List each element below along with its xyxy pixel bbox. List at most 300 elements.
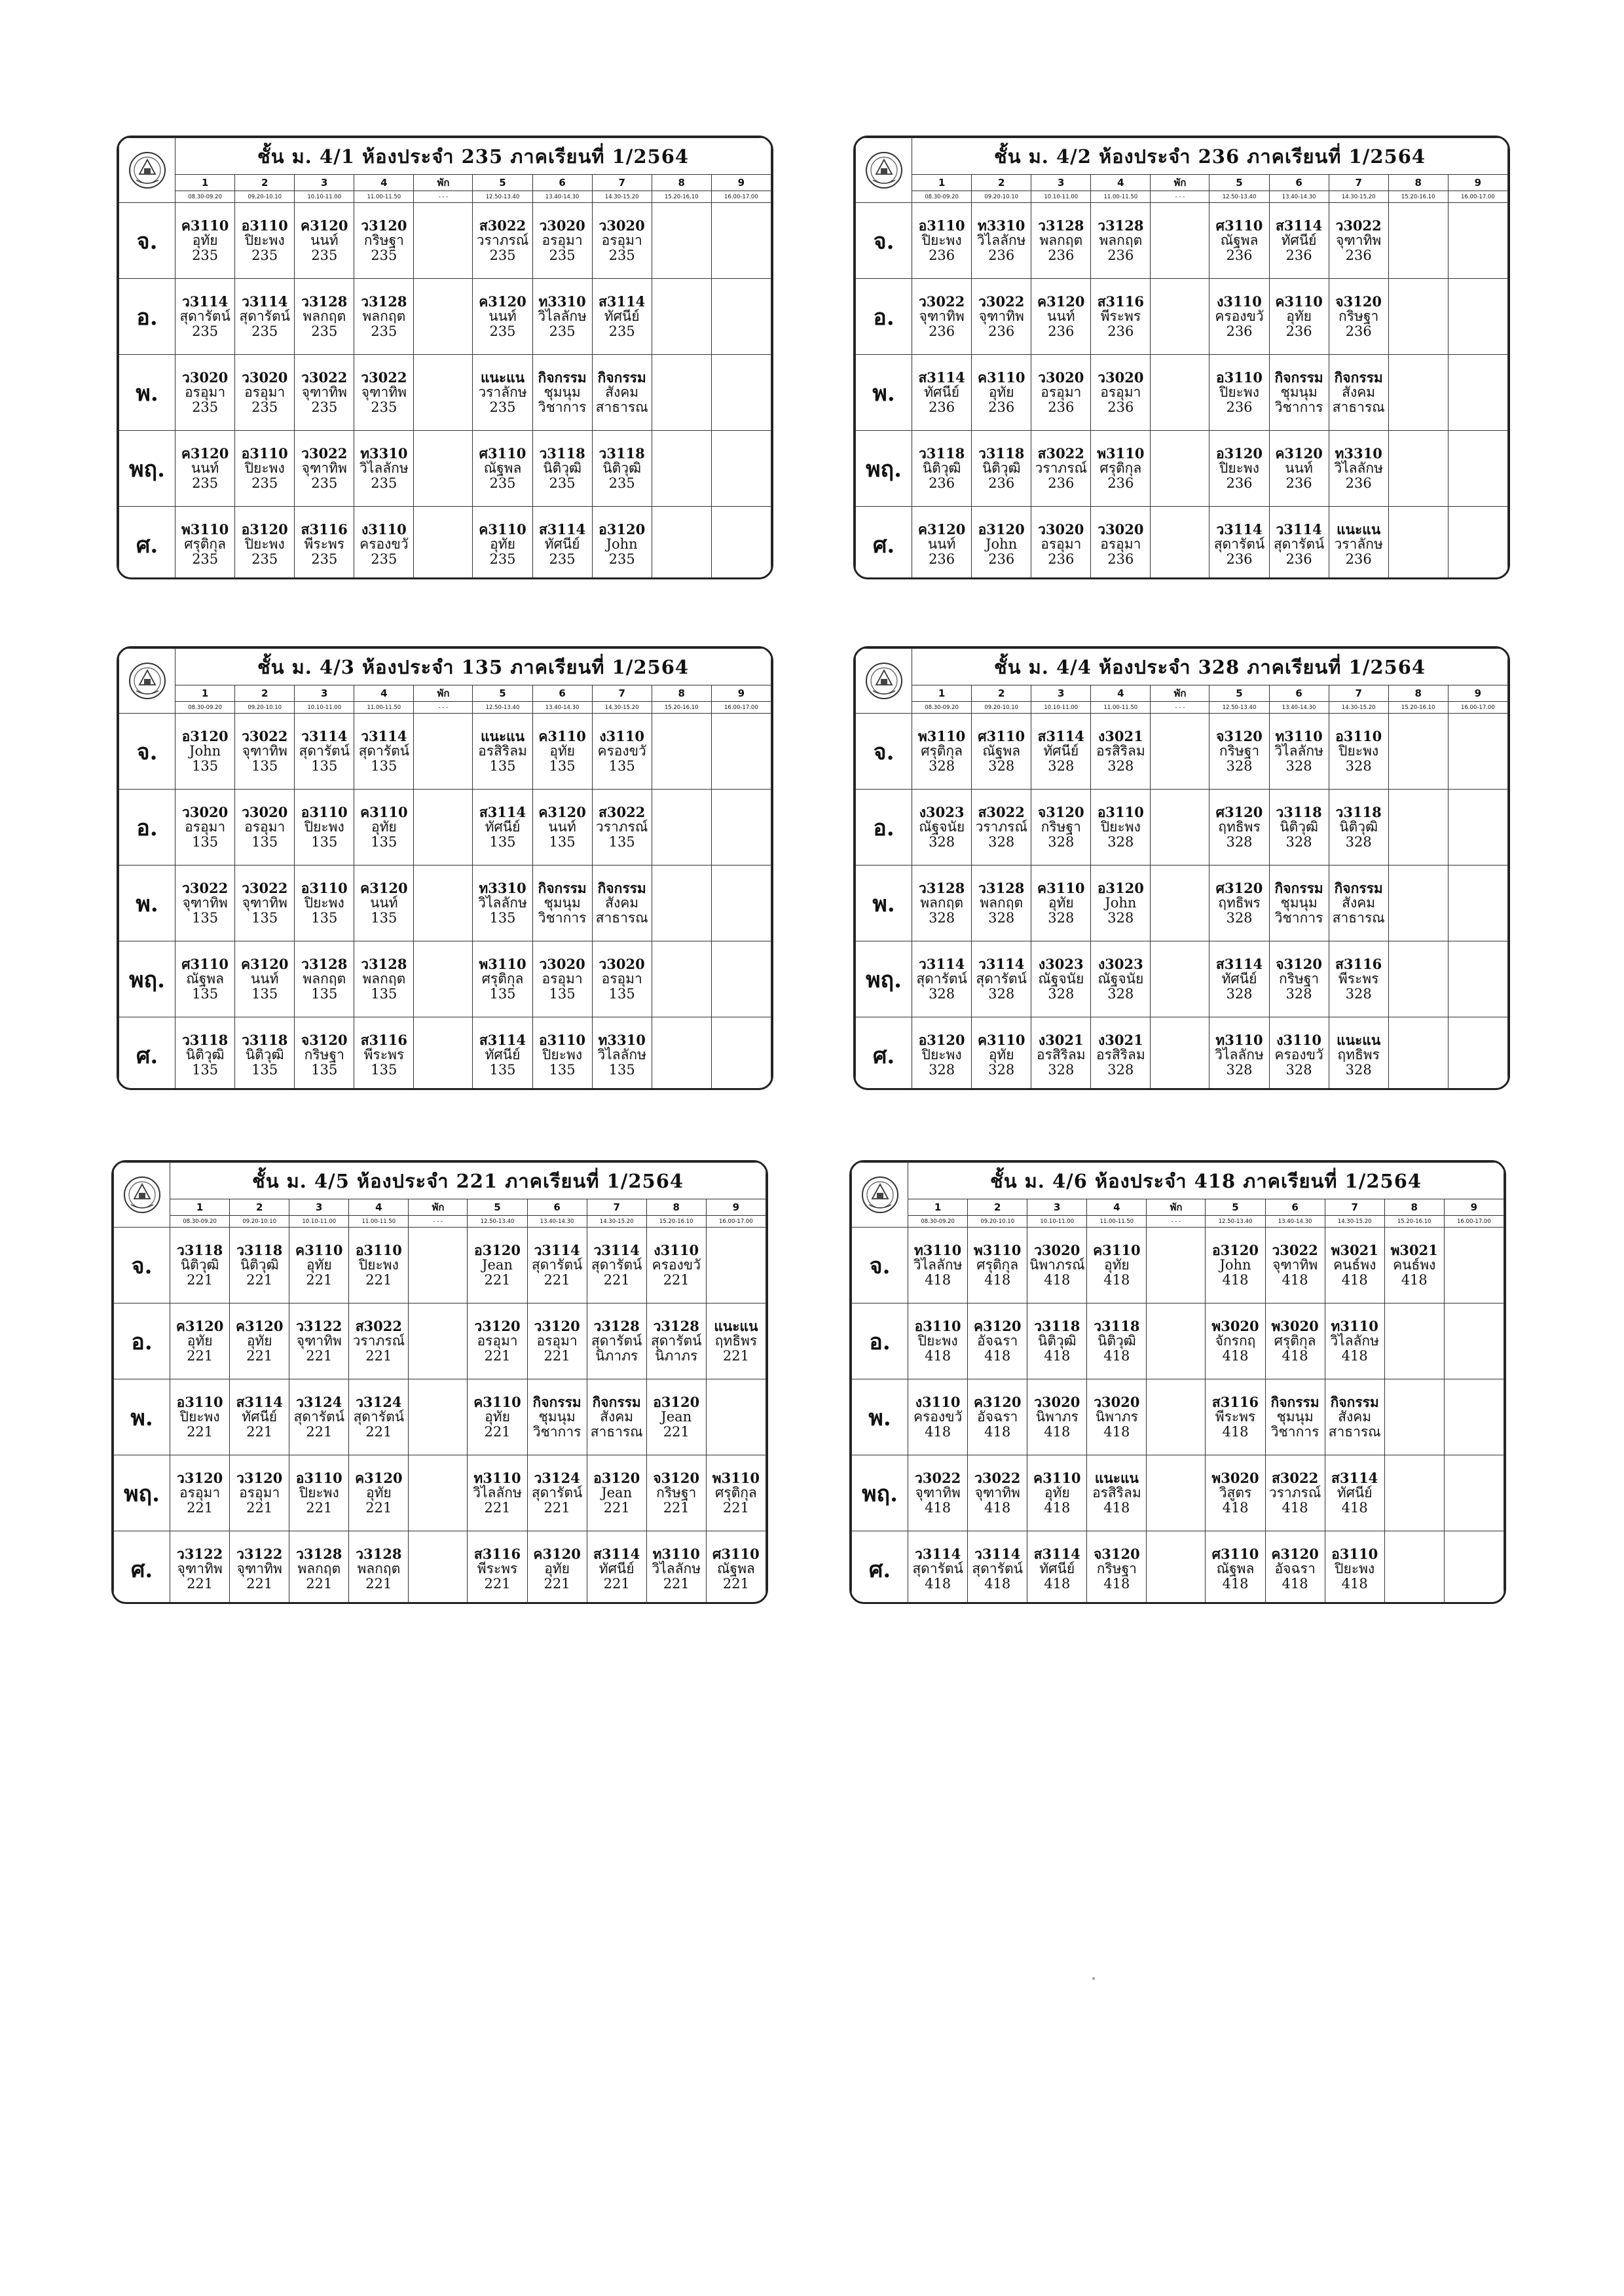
subject-code: ค3120 xyxy=(1275,445,1323,462)
room-number: 135 xyxy=(608,985,635,1002)
class-cell xyxy=(532,790,592,866)
room-number: 221 xyxy=(484,1347,511,1364)
room-number: 328 xyxy=(1345,833,1372,850)
period-number: 5 xyxy=(468,1199,527,1216)
teacher-name: อรอุมา xyxy=(477,1333,518,1349)
room-number: 221 xyxy=(484,1271,511,1288)
subject-code: พ3020 xyxy=(1271,1318,1319,1335)
subject-code: ว3120 xyxy=(474,1318,521,1335)
teacher-name: สังคม xyxy=(605,895,639,911)
teacher-name: สุดารัตน์ xyxy=(179,308,231,325)
room-number: 328 xyxy=(1048,757,1075,774)
teacher-name: นิติวุฒิ xyxy=(180,1257,219,1273)
room-number: 221 xyxy=(544,1575,570,1592)
period-number: 9 xyxy=(711,175,771,191)
subject-code: ว3020 xyxy=(599,956,645,973)
room-number: 328 xyxy=(1226,833,1253,850)
class-cell xyxy=(354,355,414,431)
class-cell xyxy=(972,714,1031,790)
room-number: วิชาการ xyxy=(1270,1423,1320,1440)
subject-code: ว3128 xyxy=(296,1546,342,1563)
teacher-name: สุดารัตน์ xyxy=(591,1257,642,1273)
teacher-name: ปิยะพง xyxy=(304,895,344,911)
teacher-name: อรอุมา xyxy=(185,819,226,835)
room-number: 418 xyxy=(1044,1575,1071,1592)
period-time: 08.30-09.20 xyxy=(912,191,972,203)
teacher-name: อรสิริลม xyxy=(1092,1485,1141,1501)
teacher-name: ทัศนีย์ xyxy=(604,308,640,325)
period-time: 11.00-11.50 xyxy=(349,1216,409,1228)
class-cell xyxy=(912,941,972,1017)
class-cell xyxy=(1091,279,1151,355)
subject-code: ว3114 xyxy=(974,1546,1021,1563)
subject-code: ว3118 xyxy=(1335,804,1382,821)
period-number: 2 xyxy=(972,175,1031,191)
teacher-name: วราภรณ์ xyxy=(1268,1485,1321,1501)
teacher-name: สุดารัตน์ xyxy=(916,971,967,987)
class-cell xyxy=(349,1455,409,1531)
lunch-break-cell xyxy=(1151,714,1209,790)
class-cell xyxy=(711,203,771,279)
room-number: 418 xyxy=(1341,1347,1368,1364)
room-number: 235 xyxy=(192,247,219,263)
room-number: 221 xyxy=(246,1575,273,1592)
class-cell xyxy=(1329,1017,1388,1091)
class-cell xyxy=(592,714,652,790)
class-cell xyxy=(652,1017,711,1091)
subject-code: ค3120 xyxy=(479,293,526,310)
day-row xyxy=(119,203,771,279)
class-cell xyxy=(289,1379,349,1455)
lunch-break-cell xyxy=(1151,355,1209,431)
class-cell xyxy=(1269,1017,1329,1091)
room-number: 221 xyxy=(365,1271,392,1288)
subject-code: กิจกรรม xyxy=(538,880,587,897)
room-number: สาธารณ xyxy=(595,909,648,926)
room-number: 418 xyxy=(1282,1347,1308,1364)
day-row xyxy=(856,941,1508,1017)
room-number: 135 xyxy=(311,985,338,1002)
room-number: 236 xyxy=(1107,247,1134,263)
room-number: 135 xyxy=(192,833,219,850)
room-number: 418 xyxy=(925,1423,951,1440)
class-cell xyxy=(968,1531,1027,1605)
teacher-name: พลกฤต xyxy=(980,895,1024,911)
day-row xyxy=(119,790,771,866)
room-number: 236 xyxy=(1107,399,1134,415)
room-number: 328 xyxy=(1226,985,1253,1002)
subject-code: พ3021 xyxy=(1390,1242,1438,1259)
day-row xyxy=(119,714,771,790)
period-number: 5 xyxy=(473,685,532,702)
class-cell xyxy=(295,714,354,790)
period-time: 08.30-09.20 xyxy=(170,1216,230,1228)
period-number: 6 xyxy=(1265,1199,1325,1216)
teacher-name: ทัศนีย์ xyxy=(1043,743,1079,759)
teacher-name: ณัฐพล xyxy=(717,1561,755,1577)
class-cell xyxy=(1388,941,1448,1017)
room-number: 235 xyxy=(192,475,219,491)
subject-code: ว3114 xyxy=(361,728,407,745)
teacher-name: วราลักษ xyxy=(478,384,527,401)
class-cell xyxy=(354,790,414,866)
period-number: พัก xyxy=(414,175,473,191)
teacher-name: ครองขวั xyxy=(1215,308,1264,325)
period-time: - - - xyxy=(1151,702,1209,714)
period-number: 6 xyxy=(527,1199,587,1216)
teacher-name: นนท์ xyxy=(927,536,956,553)
teacher-name: ทัศนีย์ xyxy=(1039,1561,1075,1577)
class-cell xyxy=(532,1017,592,1091)
period-time: 14.30-15.20 xyxy=(1325,1216,1384,1228)
class-cell xyxy=(706,1455,766,1531)
teacher-name: นิติวุฒิ xyxy=(922,460,961,477)
class-cell xyxy=(912,279,972,355)
class-cell xyxy=(473,507,532,580)
subject-code: ง3110 xyxy=(654,1242,699,1259)
subject-code: จ3120 xyxy=(653,1470,700,1487)
subject-code: ท3310 xyxy=(360,445,408,462)
subject-code: ว3122 xyxy=(296,1318,342,1335)
room-number: 418 xyxy=(984,1271,1011,1288)
room-number: วิชาการ xyxy=(532,1423,581,1440)
period-time: 12.50-13.40 xyxy=(1206,1216,1265,1228)
teacher-name: ปิยะพง xyxy=(358,1257,399,1273)
subject-code: ว3118 xyxy=(539,445,585,462)
teacher-name: ครองขวั xyxy=(597,743,646,759)
room-number: 328 xyxy=(1048,833,1075,850)
teacher-name: นิพาภร xyxy=(1095,1409,1138,1425)
teacher-name: ณัฐพล xyxy=(186,971,224,987)
class-cell xyxy=(1325,1455,1384,1531)
class-cell xyxy=(1269,431,1329,507)
class-cell xyxy=(1329,431,1388,507)
teacher-name: นิพาภร xyxy=(1035,1409,1079,1425)
class-cell xyxy=(1027,1228,1087,1303)
class-cell xyxy=(354,941,414,1017)
subject-code: ว3118 xyxy=(242,1032,288,1049)
period-number: 1 xyxy=(912,175,972,191)
period-number: 8 xyxy=(646,1199,706,1216)
class-cell xyxy=(1031,355,1091,431)
day-row xyxy=(119,866,771,941)
subject-code: กิจกรรม xyxy=(532,1394,581,1411)
class-cell xyxy=(972,279,1031,355)
room-number: 135 xyxy=(251,909,278,926)
room-number: 418 xyxy=(925,1271,951,1288)
class-cell xyxy=(527,1303,587,1379)
teacher-name: อรอุมา xyxy=(542,232,583,249)
period-number: 7 xyxy=(587,1199,646,1216)
teacher-name: ทัศนีย์ xyxy=(1221,971,1257,987)
period-time: 15.20-16.10 xyxy=(1388,191,1448,203)
teacher-name: สุดารัตน์ xyxy=(531,1257,583,1273)
period-number: 4 xyxy=(1091,175,1151,191)
teacher-name: พีระพร xyxy=(477,1561,518,1577)
period-time: 15.20-16.10 xyxy=(652,191,711,203)
teacher-name: ศรุติกุล xyxy=(184,536,227,553)
teacher-name: พลกฤต xyxy=(357,1561,401,1577)
subject-code: ว3118 xyxy=(236,1242,283,1259)
timetable xyxy=(855,137,1508,579)
teacher-name: วิไลลักษ xyxy=(473,1485,522,1501)
period-number: 7 xyxy=(1325,1199,1384,1216)
room-number: 328 xyxy=(1048,909,1075,926)
teacher-name: อรอุมา xyxy=(1100,536,1141,553)
period-number: 3 xyxy=(295,685,354,702)
room-number: 221 xyxy=(365,1423,392,1440)
teacher-name: อุทัย xyxy=(1044,1485,1070,1501)
teacher-name: ปิยะพง xyxy=(921,1047,962,1063)
period-time: 12.50-13.40 xyxy=(1209,191,1269,203)
subject-code: ว3124 xyxy=(534,1470,580,1487)
class-cell xyxy=(592,866,652,941)
class-cell xyxy=(711,866,771,941)
room-number: 328 xyxy=(1285,833,1312,850)
class-cell xyxy=(1329,279,1388,355)
class-cell xyxy=(1265,1379,1325,1455)
class-cell xyxy=(175,203,235,279)
period-time: 08.30-09.20 xyxy=(175,191,235,203)
room-number: 135 xyxy=(251,985,278,1002)
teacher-name: วิไลลักษ xyxy=(1215,1047,1264,1063)
teacher-name: นิพาภรณ์ xyxy=(1029,1257,1085,1273)
teacher-name: ปิยะพง xyxy=(179,1409,220,1425)
room-number: 418 xyxy=(1044,1347,1071,1364)
class-cell xyxy=(1265,1531,1325,1605)
teacher-name: ณัฐพล xyxy=(982,743,1021,759)
period-time: 12.50-13.40 xyxy=(468,1216,527,1228)
room-number: 418 xyxy=(1282,1271,1308,1288)
room-number: 328 xyxy=(1107,1061,1134,1078)
schedule-title: ชั้น ม. 4/1 ห้องประจำ 235 ภาคเรียนที่ 1/2564 xyxy=(175,138,771,175)
teacher-name: จุฑาทิพ xyxy=(242,743,287,759)
teacher-name: วราภรณ์ xyxy=(352,1333,405,1349)
teacher-name: ฤทธิพร xyxy=(1218,895,1261,911)
subject-code: อ3110 xyxy=(241,217,288,234)
lunch-break-cell xyxy=(414,203,473,279)
period-number: 3 xyxy=(1027,1199,1087,1216)
class-cell xyxy=(235,507,295,580)
teacher-name: ปิยะพง xyxy=(1335,1561,1375,1577)
teacher-name: พีระพร xyxy=(1215,1409,1256,1425)
teacher-name: ฤทธิพร xyxy=(714,1333,758,1349)
lunch-break-cell xyxy=(409,1455,468,1531)
school-logo-icon xyxy=(119,138,175,203)
room-number: 235 xyxy=(608,247,635,263)
day-label: อ. xyxy=(852,1303,908,1379)
class-cell xyxy=(1206,1531,1265,1605)
teacher-name: ทัศนีย์ xyxy=(544,536,580,553)
class-cell xyxy=(468,1379,527,1455)
period-number: 8 xyxy=(1384,1199,1444,1216)
subject-code: ส3114 xyxy=(1331,1470,1378,1487)
room-number: 418 xyxy=(1222,1575,1249,1592)
subject-code: พ3110 xyxy=(479,956,526,973)
room-number: 221 xyxy=(365,1499,392,1516)
teacher-name: พลกฤต xyxy=(303,971,346,987)
period-time: 16.00-17.00 xyxy=(711,191,771,203)
subject-code: จ3120 xyxy=(1093,1546,1140,1563)
class-cell xyxy=(532,355,592,431)
period-time: 13.40-14.30 xyxy=(532,702,592,714)
class-cell xyxy=(1388,431,1448,507)
class-cell xyxy=(473,279,532,355)
period-number: 6 xyxy=(1269,175,1329,191)
subject-code: ส3114 xyxy=(1037,728,1084,745)
subject-code: ว3020 xyxy=(242,369,288,386)
class-cell xyxy=(1031,866,1091,941)
subject-code: ค3110 xyxy=(1275,293,1323,310)
teacher-name: สุดารัตน์ xyxy=(531,1485,583,1501)
subject-code: ว3122 xyxy=(176,1546,223,1563)
room-number: 221 xyxy=(246,1271,273,1288)
lunch-break-cell xyxy=(414,507,473,580)
period-number: 9 xyxy=(1448,175,1507,191)
period-time: - - - xyxy=(1151,191,1209,203)
room-number: 235 xyxy=(549,247,576,263)
teacher-name: ฤทธิพร xyxy=(1218,819,1261,835)
teacher-name: จุฑาทิพ xyxy=(301,460,347,477)
class-cell xyxy=(711,941,771,1017)
subject-code: ส3114 xyxy=(1275,217,1323,234)
day-row xyxy=(852,1531,1504,1605)
class-cell xyxy=(354,866,414,941)
timetable xyxy=(113,1162,766,1604)
class-cell xyxy=(1087,1228,1147,1303)
room-number: 328 xyxy=(1285,757,1312,774)
class-cell xyxy=(1444,1531,1504,1605)
period-time: 14.30-15.20 xyxy=(587,1216,646,1228)
subject-code: ว3020 xyxy=(1034,1394,1080,1411)
teacher-name: อรสิริลม xyxy=(1096,743,1145,759)
teacher-name: อรอุมา xyxy=(244,384,286,401)
teacher-name: กริษฐา xyxy=(1041,819,1081,835)
teacher-name: ปิยะพง xyxy=(1338,743,1379,759)
subject-code: ส3116 xyxy=(360,1032,407,1049)
period-time: 10.10-11.00 xyxy=(295,702,354,714)
teacher-name: พลกฤต xyxy=(1099,232,1143,249)
class-cell xyxy=(711,507,771,580)
room-number: 328 xyxy=(929,757,955,774)
teacher-name: กริษฐา xyxy=(363,232,404,249)
class-cell xyxy=(1269,507,1329,580)
class-cell xyxy=(1384,1379,1444,1455)
class-cell xyxy=(972,866,1031,941)
class-cell xyxy=(527,1531,587,1605)
subject-code: ว3124 xyxy=(356,1394,402,1411)
subject-code: กิจกรรม xyxy=(1270,1394,1320,1411)
schedule-panel xyxy=(853,136,1510,579)
subject-code: ท3310 xyxy=(598,1032,646,1049)
class-cell xyxy=(473,941,532,1017)
class-cell xyxy=(1091,790,1151,866)
lunch-break-cell xyxy=(414,431,473,507)
subject-code: พ3110 xyxy=(181,521,229,538)
teacher-name: อุทัย xyxy=(187,1333,213,1349)
day-row xyxy=(856,714,1508,790)
subject-code: ว3022 xyxy=(242,880,288,897)
teacher-name: พีระพร xyxy=(363,1047,405,1063)
class-cell xyxy=(652,941,711,1017)
class-cell xyxy=(592,355,652,431)
schedule-panel xyxy=(849,1160,1506,1604)
subject-code: ง3021 xyxy=(1038,1032,1084,1049)
room-number: 235 xyxy=(549,323,576,339)
room-number: 221 xyxy=(365,1575,392,1592)
teacher-name: จุฑาทิพ xyxy=(236,1561,282,1577)
subject-code: ว3020 xyxy=(599,217,645,234)
class-cell xyxy=(170,1228,230,1303)
class-cell xyxy=(1209,941,1269,1017)
teacher-name: นิติวุฒิ xyxy=(1339,819,1378,835)
teacher-name: ทัศนีย์ xyxy=(1337,1485,1373,1501)
period-time: 16.00-17.00 xyxy=(706,1216,766,1228)
class-cell xyxy=(1206,1228,1265,1303)
period-time: 10.10-11.00 xyxy=(295,191,354,203)
subject-code: อ3120 xyxy=(1211,1242,1259,1259)
subject-code: ว3022 xyxy=(1335,217,1382,234)
lunch-break-cell xyxy=(414,790,473,866)
period-number: พัก xyxy=(1151,175,1209,191)
room-number: 418 xyxy=(1103,1499,1130,1516)
period-number: 5 xyxy=(1209,175,1269,191)
class-cell xyxy=(527,1228,587,1303)
day-label: จ. xyxy=(114,1228,170,1303)
class-cell xyxy=(968,1303,1027,1379)
teacher-name: Jean xyxy=(482,1257,513,1273)
room-number: 235 xyxy=(549,475,576,491)
period-time: 14.30-15.20 xyxy=(1329,191,1388,203)
subject-code: ว3022 xyxy=(918,293,965,310)
subject-code: อ3120 xyxy=(978,521,1025,538)
period-number: 4 xyxy=(354,685,414,702)
teacher-name: ณัฐพล xyxy=(1220,232,1259,249)
teacher-name: อรสิริลม xyxy=(478,743,527,759)
subject-code: ว3118 xyxy=(1276,804,1322,821)
room-number: 418 xyxy=(1341,1271,1368,1288)
day-row xyxy=(856,279,1508,355)
teacher-name: นนท์ xyxy=(1285,460,1313,477)
teacher-name: John xyxy=(189,743,221,759)
teacher-name: นนท์ xyxy=(370,895,398,911)
teacher-name: วิไลลักษ xyxy=(538,308,587,325)
class-cell xyxy=(711,790,771,866)
class-cell xyxy=(1444,1379,1504,1455)
subject-code: แนะแน xyxy=(1094,1470,1139,1487)
teacher-name: ครองขวั xyxy=(913,1409,963,1425)
room-number: 135 xyxy=(371,833,397,850)
class-cell xyxy=(972,1017,1031,1091)
subject-code: จ3120 xyxy=(1335,293,1382,310)
teacher-name: อรสิริลม xyxy=(1096,1047,1145,1063)
period-number: 1 xyxy=(175,175,235,191)
class-cell xyxy=(289,1531,349,1605)
room-number: 418 xyxy=(1222,1499,1249,1516)
subject-code: ว3118 xyxy=(176,1242,223,1259)
subject-code: ว3120 xyxy=(361,217,407,234)
teacher-name: พลกฤต xyxy=(920,895,963,911)
room-number: 328 xyxy=(929,909,955,926)
class-cell xyxy=(1329,355,1388,431)
subject-code: ว3022 xyxy=(301,445,348,462)
class-cell xyxy=(652,279,711,355)
teacher-name: สุดารัตน์ xyxy=(299,743,350,759)
lunch-break-cell xyxy=(409,1531,468,1605)
teacher-name: อรอุมา xyxy=(1041,384,1082,401)
class-cell xyxy=(235,203,295,279)
class-cell xyxy=(1027,1303,1087,1379)
